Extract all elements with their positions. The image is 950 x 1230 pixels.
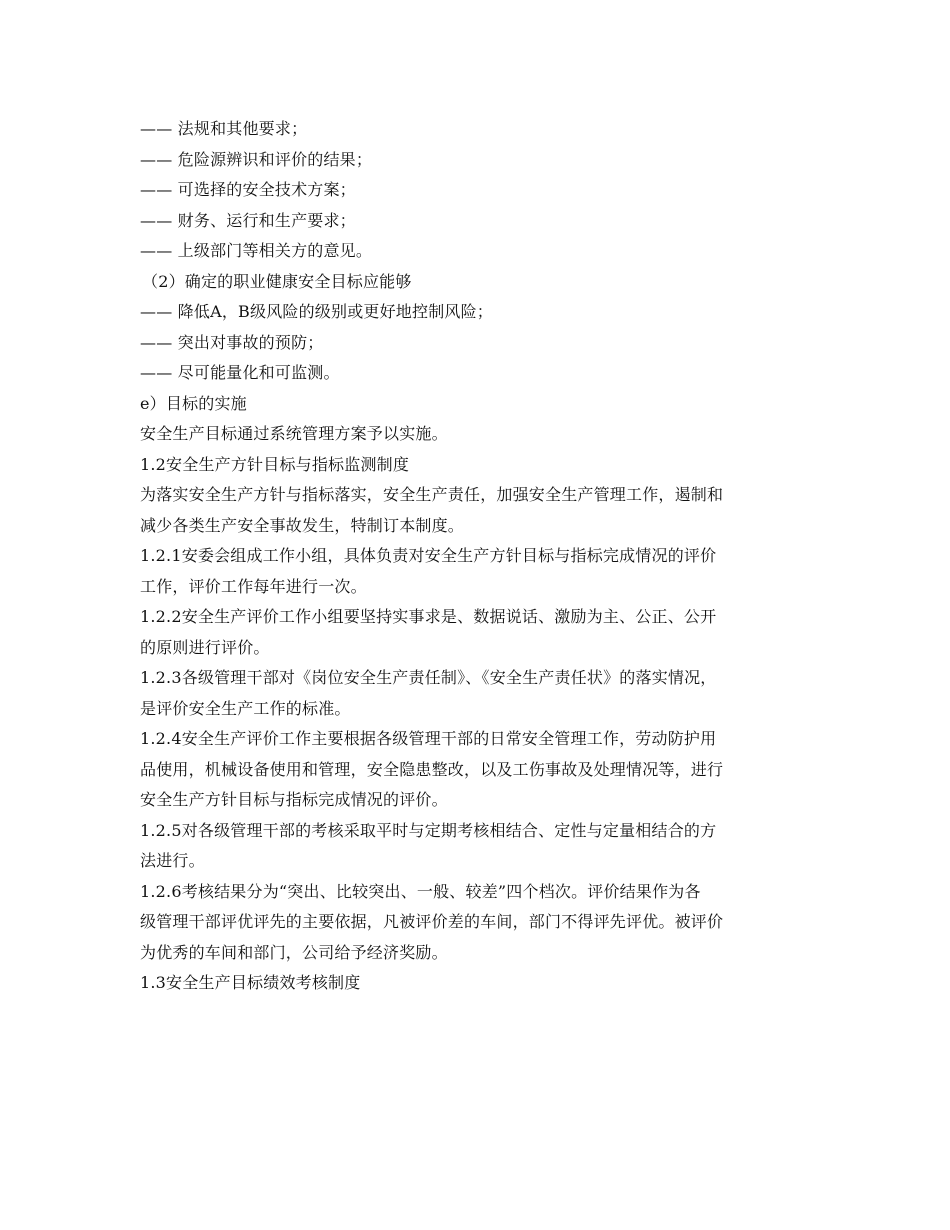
clause-1-2-4-line-1: 1.2.4安全生产评价工作主要根据各级管理干部的日常安全管理工作，劳动防护用	[140, 729, 717, 748]
clause-1-2-5-line-2: 法进行。	[140, 851, 205, 870]
subheading-health-safety-objectives: （2）确定的职业健康安全目标应能够	[142, 271, 412, 291]
section-heading-implementation: e）目标的实施	[140, 393, 247, 413]
paragraph-implementation: 安全生产目标通过系统管理方案予以实施。	[140, 424, 448, 443]
list-item-reduce-risk: —— 降低A，B级风险的级别或更好地控制风险；	[140, 302, 493, 321]
clause-1-2-3-line-2: 是评价安全生产工作的标准。	[140, 698, 351, 718]
clause-1-2-6-line-2: 级管理干部评优评先的主要依据，凡被评价差的车间，部门不得评先评优。被评价	[140, 912, 724, 931]
list-item-financial-requirements: —— 财务、运行和生产要求；	[140, 210, 356, 230]
clause-1-2-4-line-3: 安全生产方针目标与指标完成情况的评价。	[140, 790, 448, 809]
clause-1-2-4-line-2: 品使用，机械设备使用和管理，安全隐患整改，以及工伤事故及处理情况等，进行	[140, 759, 724, 779]
list-item-hazard-results: —— 危险源辨识和评价的结果；	[140, 149, 373, 169]
paragraph-purpose-line-2: 减少各类生产安全事故发生，特制订本制度。	[140, 515, 465, 535]
list-item-regulations: —— 法规和其他要求；	[140, 119, 308, 138]
section-heading-1-2: 1.2安全生产方针目标与指标监测制度	[140, 454, 410, 474]
clause-1-2-3-line-1: 1.2.3各级管理干部对《岗位安全生产责任制》、《安全生产责任状》的落实情况，	[140, 668, 717, 687]
document-body	[140, 114, 820, 999]
list-item-measurable: —— 尽可能量化和可监测。	[140, 363, 340, 382]
clause-1-2-1-line-1: 1.2.1安委会组成工作小组，具体负责对安全生产方针目标与指标完成情况的评价	[140, 546, 717, 565]
clause-1-2-6-line-1: 1.2.6考核结果分为“突出、比较突出、一般、较差”四个档次。评价结果作为各	[140, 881, 701, 901]
clause-1-2-1-line-2: 工作，评价工作每年进行一次。	[140, 576, 367, 596]
paragraph-purpose-line-1: 为落实安全生产方针与指标落实，安全生产责任，加强安全生产管理工作，遏制和	[140, 485, 724, 504]
clause-1-2-6-line-3: 为优秀的车间和部门，公司给予经济奖励。	[140, 942, 448, 962]
clause-1-2-5-line-1: 1.2.5对各级管理干部的考核采取平时与定期考核相结合、定性与定量相结合的方	[140, 820, 717, 840]
section-heading-1-3: 1.3安全生产目标绩效考核制度	[140, 973, 361, 992]
list-item-stakeholder-opinions: —— 上级部门等相关方的意见。	[140, 241, 373, 260]
list-item-accident-prevention: —— 突出对事故的预防；	[140, 332, 324, 352]
clause-1-2-2-line-1: 1.2.2安全生产评价工作小组要坚持实事求是、数据说话、激励为主、公正、公开	[140, 607, 717, 626]
clause-1-2-2-line-2: 的原则进行评价。	[140, 637, 270, 657]
list-item-technical-options: —— 可选择的安全技术方案；	[140, 180, 356, 199]
